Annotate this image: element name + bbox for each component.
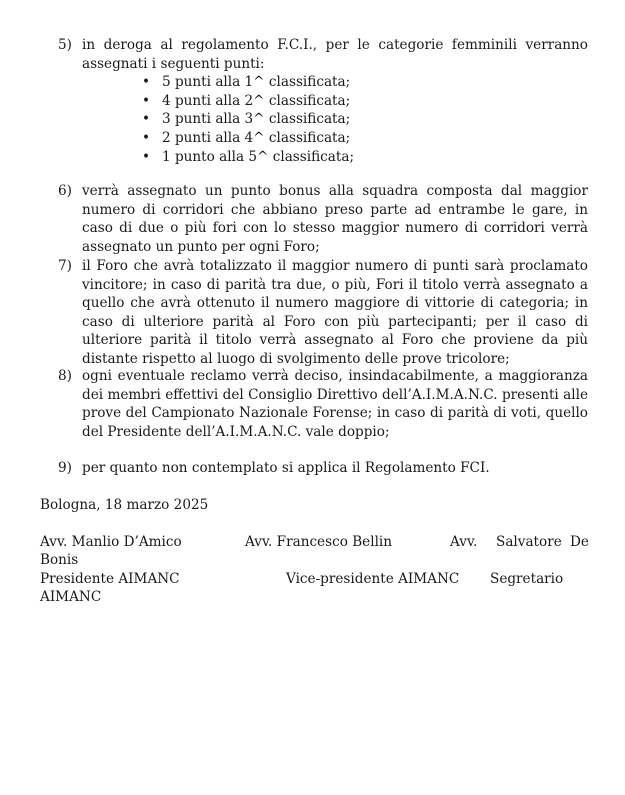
item-text: ogni eventuale reclamo verrà deciso, insindacabilmente, a maggioranza dei membri effettivi del Consiglio Direttivo dell’A.I.M.A.N.C. presenti alle prove del Campionato Nazionale Forense; in caso di parità di voti, quello del Presidente dell’A.I.M.A.N.C. vale doppio; <box>82 368 588 440</box>
list-item: • 1 punto alla 5^ classificata; <box>142 148 588 167</box>
signatory-name-secretary-wrap: Bonis <box>40 552 79 568</box>
item-text: in deroga al regolamento F.C.I., per le categorie femminili verranno assegnati i seguenti punti: <box>82 37 588 72</box>
list-item: • 2 punti alla 4^ classificata; <box>142 129 588 148</box>
rule-item-7 <box>58 257 588 369</box>
item-number: 7) <box>58 258 72 274</box>
signatory-role-president: Presidente AIMANC <box>40 571 180 587</box>
rule-item-5 <box>58 36 588 166</box>
points-list <box>142 73 588 166</box>
item-number: 5) <box>58 37 72 53</box>
item-text: per quanto non contemplato si applica il Regolamento FCI. <box>82 460 490 476</box>
rule-item-8 <box>58 367 588 441</box>
place-date: Bologna, 18 marzo 2025 <box>40 497 209 513</box>
signatory-name-secretary-part-3: De <box>570 534 589 550</box>
list-item: • 3 punti alla 3^ classificata; <box>142 110 588 129</box>
item-number: 9) <box>58 460 72 476</box>
signatory-name-secretary-part-1: Avv. <box>450 534 478 550</box>
signatory-name-vice-president: Avv. Francesco Bellin <box>245 534 393 550</box>
signatory-role-vice-president: Vice-presidente AIMANC <box>286 571 460 587</box>
item-number: 8) <box>58 368 72 384</box>
signatory-name-president: Avv. Manlio D’Amico <box>40 534 182 550</box>
item-text: verrà assegnato un punto bonus alla squadra composta dal maggior numero di corridori che abbiano preso parte ad entrambe le gare, in caso di due o più fori con lo stesso maggior numero di corridori verrà assegnato un punto per ogni Foro; <box>82 183 588 255</box>
rule-item-6 <box>58 182 588 256</box>
item-number: 6) <box>58 183 72 199</box>
rule-item-9 <box>58 459 588 478</box>
signatory-name-secretary-part-2: Salvatore <box>496 534 562 550</box>
item-text: il Foro che avrà totalizzato il maggior numero di punti sarà proclamato vincitore; in caso di parità tra due, o più, Fori il titolo verrà assegnato a quello che avrà ottenuto il numero maggiore di vittorie di categoria; in caso di ulteriore parità al Foro con più partecipanti; per il caso di ulteriore parità il titolo verrà assegnato al Foro che proviene da più distante rispetto al luogo di svolgimento delle prove tricolore; <box>82 258 588 367</box>
list-item: • 5 punti alla 1^ classificata; <box>142 73 588 92</box>
signatory-role-secretary: Segretario <box>490 571 564 587</box>
signatory-role-secretary-wrap: AIMANC <box>40 589 102 605</box>
list-item: • 4 punti alla 2^ classificata; <box>142 92 588 111</box>
